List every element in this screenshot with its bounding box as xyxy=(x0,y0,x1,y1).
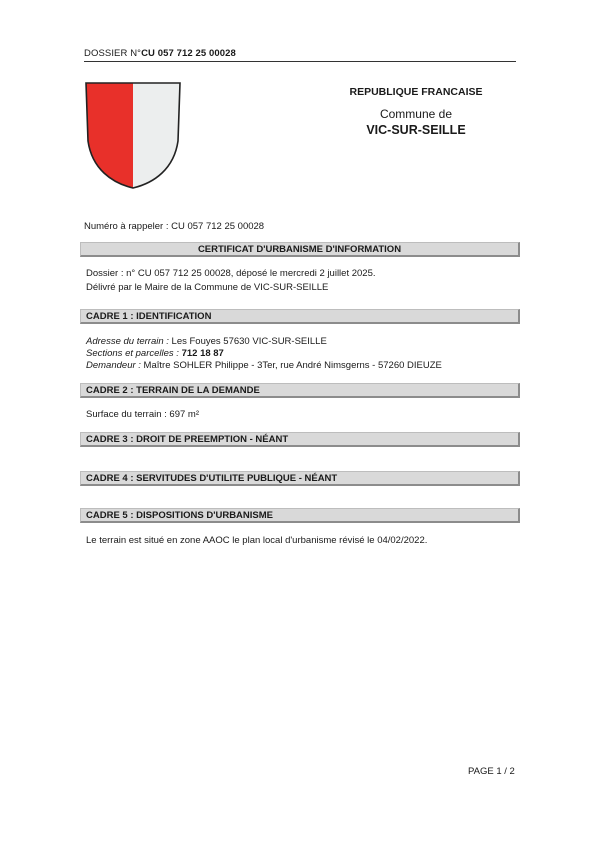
applicant-line xyxy=(86,360,442,371)
dossier-line: Dossier : n° CU 057 712 25 00028, déposé le mercredi 2 juillet 2025. xyxy=(86,268,376,279)
sections-label: Sections et parcelles : xyxy=(86,348,179,359)
delivered-line: Délivré par le Maire de la Commune de VIC-SUR-SEILLE xyxy=(86,282,329,293)
header-divider xyxy=(84,61,516,62)
certificate-title: CERTIFICAT D'URBANISME D'INFORMATION xyxy=(197,244,402,255)
certificate-title-bar xyxy=(80,242,520,257)
cadre1-bar xyxy=(80,309,520,324)
cadre3-title: CADRE 3 : DROIT DE PREEMPTION - NÉANT xyxy=(86,434,289,445)
republic-heading: REPUBLIQUE FRANCAISE xyxy=(349,86,483,98)
applicant-value: Maître SOHLER Philippe - 3Ter, rue André Nimsgerns - 57260 DIEUZE xyxy=(140,360,442,371)
address-label: Adresse du terrain : xyxy=(86,336,169,347)
dossier-prefix: DOSSIER N° xyxy=(84,48,142,59)
address-value: Les Fouyes 57630 VIC-SUR-SEILLE xyxy=(168,336,327,347)
zoning-line: Le terrain est situé en zone AAOC le plan local d'urbanisme révisé le 04/02/2022. xyxy=(86,535,428,546)
sections-line xyxy=(86,348,224,359)
dossier-number: CU 057 712 25 00028 xyxy=(141,48,236,59)
dossier-header xyxy=(84,48,236,59)
commune-label: Commune de xyxy=(379,107,453,121)
reference-line: Numéro à rappeler : CU 057 712 25 00028 xyxy=(84,221,265,232)
cadre2-title: CADRE 2 : TERRAIN DE LA DEMANDE xyxy=(86,385,260,396)
applicant-label: Demandeur : xyxy=(86,360,141,371)
cadre5-bar xyxy=(80,508,520,523)
surface-line: Surface du terrain : 697 m² xyxy=(86,409,199,420)
cadre4-title: CADRE 4 : SERVITUDES D'UTILITE PUBLIQUE - NÉANT xyxy=(86,473,338,484)
cadre2-bar xyxy=(80,383,520,398)
cadre5-title: CADRE 5 : DISPOSITIONS D'URBANISME xyxy=(86,510,273,521)
cadre3-bar xyxy=(80,432,520,447)
commune-name: VIC-SUR-SEILLE xyxy=(366,123,466,137)
cadre1-title: CADRE 1 : IDENTIFICATION xyxy=(86,311,212,322)
page-number: PAGE 1 / 2 xyxy=(468,766,515,777)
sections-value: 712 18 87 xyxy=(178,348,224,359)
coat-of-arms-icon xyxy=(84,81,182,191)
cadre4-bar xyxy=(80,471,520,486)
address-line xyxy=(86,336,327,347)
